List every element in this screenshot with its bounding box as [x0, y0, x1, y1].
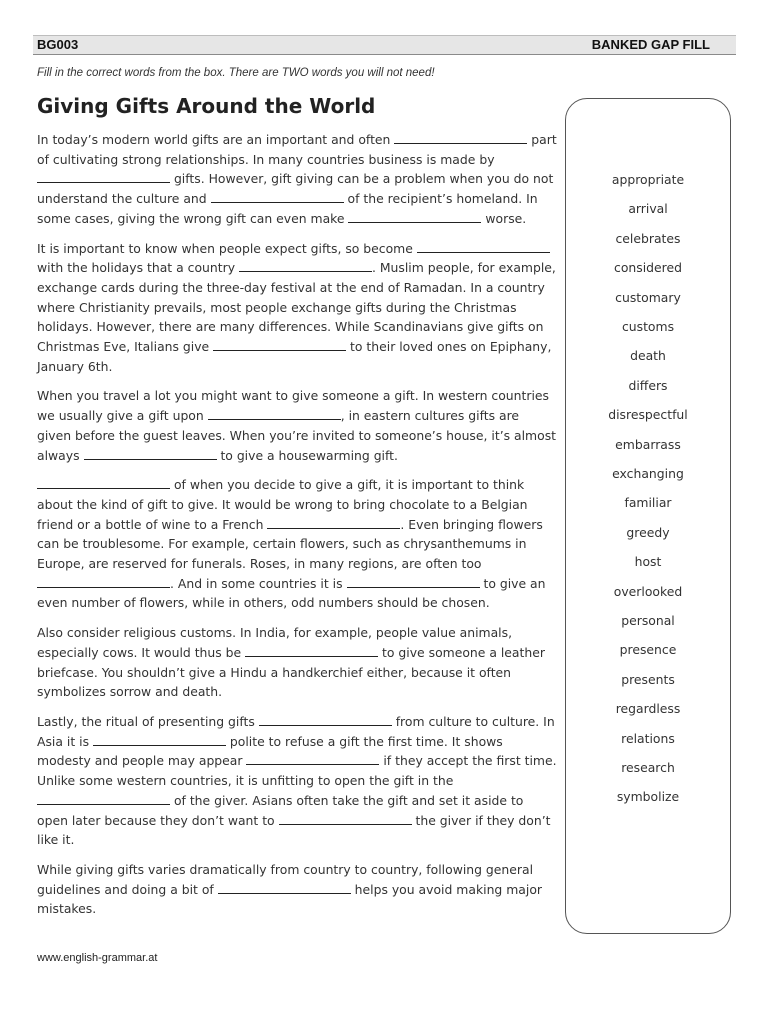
paragraph-text: of the recipient’s homeland. In some cases, giving the wrong gift can even make [37, 191, 538, 226]
text-body [37, 130, 557, 929]
word-bank-item: death [630, 348, 666, 364]
gap-blank[interactable] [348, 212, 481, 223]
word-bank-item: presence [619, 642, 677, 658]
gap-blank[interactable] [347, 577, 480, 588]
gap-blank[interactable] [37, 172, 170, 183]
word-bank-item: differs [628, 377, 668, 393]
paragraph-text: gifts. However, gift giving can be a problem when you do not understand the culture and [37, 171, 554, 207]
gap-blank[interactable] [417, 242, 550, 253]
word-bank-item: arrival [628, 201, 668, 217]
paragraph-text: to give someone a leather briefcase. You shouldn’t give a Hindu a handkerchief either, because it often symbolizes sorrow and death. [37, 644, 545, 700]
gap-blank[interactable] [246, 754, 379, 765]
word-bank-box [565, 98, 731, 934]
word-bank-item: exchanging [612, 466, 684, 481]
gap-blank[interactable] [267, 518, 400, 529]
paragraph-text: . And in some countries it is [170, 575, 347, 591]
gap-blank[interactable] [208, 409, 341, 420]
word-bank-item: overlooked [613, 583, 683, 599]
word-bank-item: customary [615, 289, 681, 305]
paragraph-text: of the giver. Asians often take the gift and set it aside to open later because they don’t want to [37, 792, 524, 828]
gap-blank[interactable] [279, 814, 412, 825]
page-title: Giving Gifts Around the World [37, 94, 376, 118]
word-bank-item: familiar [624, 495, 672, 511]
gap-blank[interactable] [213, 340, 346, 351]
gap-blank[interactable] [211, 192, 344, 203]
word-bank-item: customs [621, 319, 675, 334]
paragraph-text: helps you avoid making major mistakes. [37, 881, 543, 917]
paragraph-text: While giving gifts varies dramatically from country to country, following general guidelines and doing a bit of [37, 861, 534, 897]
paragraph-text: Lastly, the ritual of presenting gifts [37, 713, 259, 729]
gap-blank[interactable] [218, 883, 351, 894]
paragraph [37, 623, 557, 702]
word-bank-item: greedy [626, 524, 670, 540]
paragraph-text: Also consider religious customs. In India, for example, people value animals, especially cows. It would thus be [37, 625, 513, 660]
header-bar [33, 35, 736, 55]
word-bank-item: presents [621, 671, 675, 687]
word-bank-item: appropriate [611, 172, 685, 187]
word-bank-item: personal [621, 613, 675, 628]
paragraph-text: to give a housewarming gift. [216, 447, 398, 463]
word-bank-item: celebrates [615, 230, 681, 246]
word-bank-item: relations [621, 730, 675, 746]
word-bank-item: research [621, 760, 675, 775]
worksheet-type: BANKED GAP FILL [591, 37, 710, 52]
gap-blank[interactable] [394, 133, 527, 144]
paragraph-text: with the holidays that a country [37, 260, 239, 276]
instructions: Fill in the correct words from the box. There are TWO words you will not need! [37, 67, 435, 79]
gap-blank[interactable] [259, 715, 392, 726]
paragraph [37, 130, 557, 229]
paragraph [37, 712, 557, 850]
paragraph [37, 475, 557, 613]
paragraph-text: of when you decide to give a gift, it is important to think about the kind of gift to give. It would be wrong to bring chocolate to a Belgian friend or a bottle of wine to a French [37, 477, 528, 532]
gap-blank[interactable] [37, 577, 170, 588]
footer-url: www.english-grammar.at [37, 952, 158, 964]
paragraph-text: . Even bringing flowers can be troublesome. For example, certain flowers, such as chrysanthemums in Europe, are reserved for funerals. Roses, in many regions, are often too [37, 516, 543, 572]
paragraph-text: , in eastern cultures gifts are given before the guest leaves. When you’re invited to someone’s house, it’s almost always [37, 408, 557, 463]
paragraph-text: When you travel a lot you might want to give someone a gift. In western countries we usually give a gift upon [37, 388, 549, 424]
gap-blank[interactable] [84, 449, 217, 460]
paragraph-text: to their loved ones on Epiphany, January 6th. [37, 339, 552, 374]
paragraph-text: It is important to know when people expect gifts, so become [37, 240, 417, 256]
word-bank-item: host [634, 554, 662, 570]
word-bank-item: disrespectful [608, 407, 688, 423]
word-bank-item: embarrass [615, 436, 681, 452]
paragraph-text: In today’s modern world gifts are an important and often [37, 132, 395, 147]
paragraph-text: worse. [481, 210, 527, 226]
gap-blank[interactable] [93, 735, 226, 746]
word-bank-item: regardless [615, 701, 681, 717]
paragraph-text: part of cultivating strong relationships. In many countries business is made by [37, 132, 557, 167]
paragraph-text: from culture to culture. In Asia it is [37, 713, 555, 749]
paragraph-text: to give an even number of flowers, while in others, odd numbers should be chosen. [37, 575, 546, 611]
gap-blank[interactable] [37, 794, 170, 805]
paragraph-text: the giver if they don’t like it. [37, 812, 551, 848]
paragraph-text: if they accept the first time. Unlike some western countries, it is unfitting to open the gift in the [37, 753, 557, 789]
paragraph [37, 239, 557, 377]
paragraph-text: . Muslim people, for example, exchange cards during the three-day festival at the end of Ramadan. In a country where Christianity prevails, most people exchange gifts during the Christmas holidays. However, there are many differences. While Scandinavians give gifts on Christmas Eve, Italians give [37, 260, 556, 355]
worksheet-code: BG003 [37, 37, 79, 52]
gap-blank[interactable] [245, 646, 378, 657]
word-bank-item: considered [614, 260, 682, 276]
paragraph [37, 386, 557, 465]
word-bank-item: symbolize [616, 789, 680, 805]
paragraph [37, 860, 557, 919]
gap-blank[interactable] [239, 261, 372, 272]
gap-blank[interactable] [37, 478, 170, 489]
paragraph-text: polite to refuse a gift the first time. It shows modesty and people may appear [37, 733, 503, 769]
